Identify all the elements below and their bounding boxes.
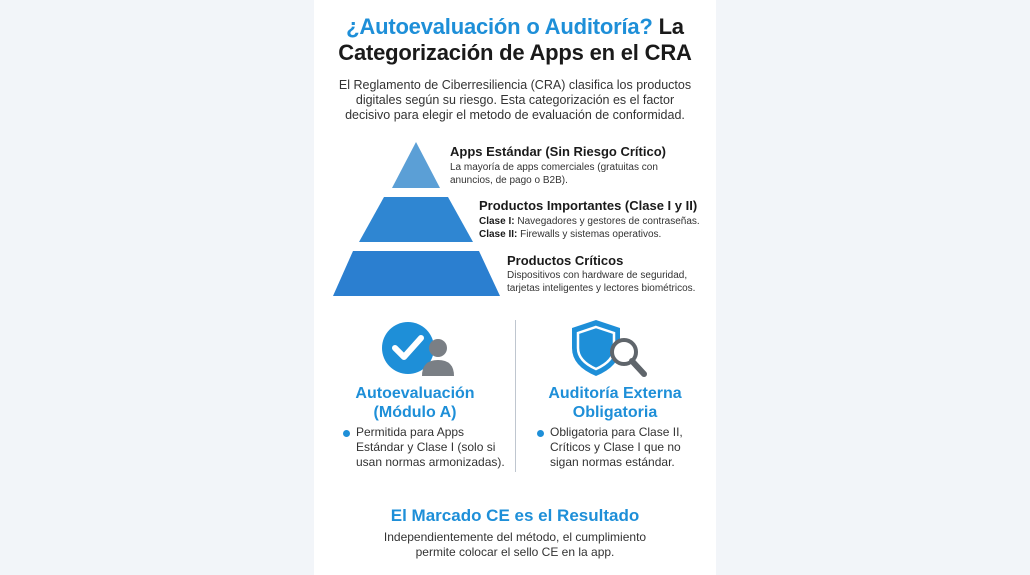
class-i-label: Clase I: xyxy=(479,216,515,227)
external-audit-line3: sigan normas estándar. xyxy=(550,455,675,469)
tier-critical-description xyxy=(507,270,695,295)
external-audit-title-line1: Auditoría Externa xyxy=(548,385,682,402)
bullet-dot xyxy=(343,430,350,437)
intro-text: El Reglamento de Ciberresiliencia (CRA) clasifica los productos digitales según su riesgo. Esta categorización es el factor decisivo para elegir el metodo de evaluación de conformidad. xyxy=(338,78,692,122)
pyramid-tier-top xyxy=(392,142,440,188)
pyramid-tier-bottom xyxy=(333,251,500,296)
tier-standard-heading: Apps Estándar (Sin Riesgo Crítico) xyxy=(450,144,666,159)
external-audit-line2: Críticos y Clase I que no xyxy=(550,440,681,454)
class-i-text: Navegadores y gestores de contraseñas. xyxy=(517,216,700,227)
self-assessment-text xyxy=(356,425,505,470)
self-assessment-title xyxy=(320,384,510,422)
check-user-icon xyxy=(380,318,460,382)
title-rest: La xyxy=(658,14,684,39)
self-assessment-line2: Estándar y Clase I (solo si xyxy=(356,440,496,454)
tier-important-description xyxy=(479,216,700,241)
shield-magnifier-icon xyxy=(568,316,652,382)
tier-standard-line2: anuncios, de pago o B2B). xyxy=(450,174,568,186)
title-accent: ¿Autoevaluación o Auditoría? xyxy=(346,14,653,39)
external-audit-line1: Obligatoria para Clase II, xyxy=(550,425,683,439)
tier-standard-description xyxy=(450,162,658,187)
tier-critical-heading: Productos Críticos xyxy=(507,253,624,268)
self-assessment-title-line1: Autoevaluación xyxy=(355,385,475,402)
bullet-dot xyxy=(537,430,544,437)
tier-important-heading: Productos Importantes (Clase I y II) xyxy=(479,198,698,213)
column-divider xyxy=(515,320,516,472)
tier-standard-line1: La mayoría de apps comerciales (gratuitas con xyxy=(450,162,658,173)
infographic-card xyxy=(314,0,716,575)
ce-marking-line2: permite colocar el sello CE en la app. xyxy=(415,544,615,559)
class-ii-text: Firewalls y sistemas operativos. xyxy=(520,228,662,240)
class-ii-label: Clase II: xyxy=(479,228,518,240)
external-audit-text xyxy=(550,425,683,470)
tier-critical-line1: Dispositivos con hardware de seguridad, xyxy=(507,270,688,281)
ce-marking-line1: Independientemente del método, el cumplimiento xyxy=(383,530,647,544)
self-assessment-title-line2: (Módulo A) xyxy=(373,404,457,421)
pyramid-tier-middle xyxy=(359,197,473,242)
title-line2: Categorización de Apps en el CRA xyxy=(338,40,692,65)
external-audit-title xyxy=(520,384,710,422)
tier-critical-line2: tarjetas inteligentes y lectores biométricos. xyxy=(507,282,696,294)
ce-marking-text xyxy=(354,530,676,559)
external-audit-title-line2: Obligatoria xyxy=(572,404,658,421)
self-assessment-line3: usan normas armonizadas). xyxy=(356,455,505,469)
self-assessment-line1: Permitida para Apps xyxy=(356,425,465,439)
ce-marking-title: El Marcado CE es el Resultado xyxy=(390,506,640,525)
